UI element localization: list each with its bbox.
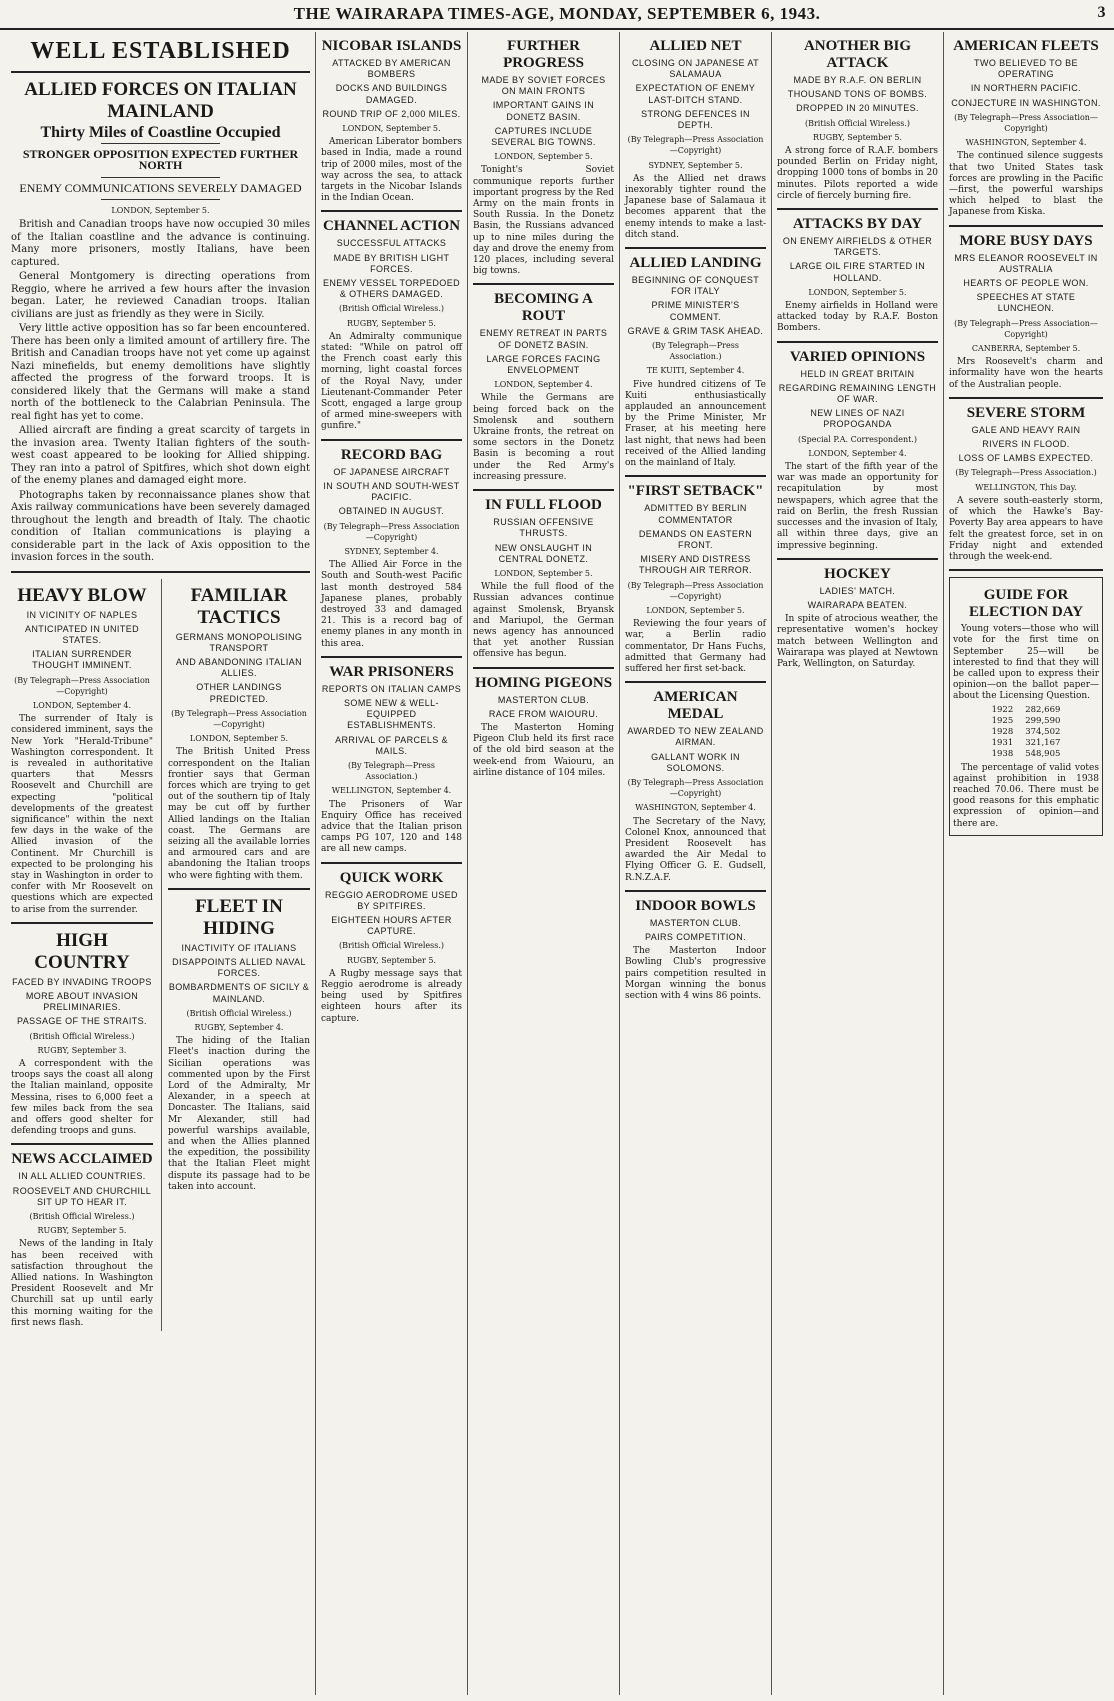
credit: (By Telegraph—Press Association—Copyright)	[171, 708, 307, 729]
headline: ALLIED LANDING	[629, 255, 762, 272]
subhead: MADE BY R.A.F. ON BERLIN	[793, 75, 922, 85]
paragraph: The Secretary of the Navy, Colonel Knox, announced that President Roosevelt has awarded the Air Medal to Flying Officer G. E. Gudsell, R.N.Z.A.F.	[625, 816, 766, 883]
divider	[11, 922, 153, 924]
subhead: GALE AND HEAVY RAIN	[971, 424, 1081, 435]
subhead: REGARDING REMAINING LENGTH OF WAR.	[778, 382, 937, 405]
table-row	[986, 705, 1067, 716]
subhead: BEGINNING OF CONQUEST FOR ITALY	[631, 275, 760, 297]
subhead: MADE BY SOVIET FORCES ON MAIN FRONTS	[481, 75, 606, 97]
credit: (By Telegraph—Press Association—Copyright)	[14, 675, 150, 696]
headline: HIGH COUNTRY	[34, 929, 130, 973]
article-body	[953, 624, 1099, 702]
paragraph: A Rugby message says that Reggio aerodrome is already being used by Spitfires eighteen hours after its capture.	[321, 968, 462, 1024]
article-body	[168, 1036, 310, 1193]
article-body	[777, 614, 938, 670]
masthead	[0, 0, 1114, 30]
subhead: PASSAGE OF THE STRAITS.	[17, 1016, 147, 1027]
subhead: EIGHTEEN HOURS AFTER CAPTURE.	[331, 914, 452, 937]
paragraph: A strong force of R.A.F. bombers pounded Berlin on Friday night, dropping 1000 tons of bombs in 20 minutes. Pilots reported a wide circle of fiercely burning fire.	[777, 146, 938, 201]
headline: HOCKEY	[824, 565, 891, 582]
divider	[321, 862, 462, 864]
paragraph: A correspondent with the troops says the coast all along the Italian mainland, opposite Messina, rises to 6,000 feet a few miles back from the sea and offers good shelter for defending troops and guns.	[11, 1059, 153, 1137]
table-cell: 1931	[991, 738, 1014, 749]
headline: FURTHER PROGRESS	[503, 38, 584, 71]
table-row	[986, 749, 1067, 760]
table-cell: 1925	[991, 715, 1014, 726]
subhead: ROUND TRIP OF 2,000 MILES.	[322, 108, 461, 119]
headline: SEVERE STORM	[966, 404, 1086, 421]
subhead: AWARDED TO NEW ZEALAND AIRMAN.	[627, 726, 764, 748]
subhead: RACE FROM WAIOURU.	[488, 708, 599, 719]
headline: ANOTHER BIG ATTACK	[803, 38, 912, 71]
article-body	[777, 462, 938, 552]
divider	[168, 888, 310, 890]
divider	[321, 656, 462, 658]
divider	[473, 489, 614, 491]
divider	[11, 1143, 153, 1145]
subhead: ITALIAN SURRENDER THOUGHT IMMINENT.	[32, 649, 132, 671]
subhead: IN ALL ALLIED COUNTRIES.	[18, 1171, 146, 1182]
paragraph: While the Germans are being forced back on the Smolensk and southern Ukraine fronts, the retreat on some sectors in the Donetz Basin is becoming a rout under the Red Army's increasing pressure.	[473, 393, 614, 482]
lead-dateline: LONDON, September 5.	[111, 205, 210, 215]
headline: WAR PRISONERS	[329, 663, 454, 680]
paragraph: The start of the fifth year of the war was made an opportunity for recapitulation by most newspapers, which agree that the raid on Berlin, the fresh Russian successes and the invasion of Italy, all within three days, give an impressive beginning.	[777, 462, 938, 551]
paragraph: The surrender of Italy is considered imminent, says the New York "Herald-Tribune" Washington correspondent. It is revealed in authoritative quarters that Messrs Roosevelt and Churchill are expecting "political developments of the greatest significance" within the next few days in the wake of the Allied invasion of the Continent. Mr Churchill is expected to be prolonging his stay in Washington in order to confer with Mr Roosevelt on questions which are expected to arise from the surrender.	[11, 714, 153, 915]
article-body	[321, 137, 462, 204]
subhead: REGGIO AERODROME USED BY SPITFIRES.	[325, 889, 458, 911]
paragraph: An Admiralty communique stated: "While on patrol off the French coast early this morning, light coastal forces of the Royal Navy, under Lieutenant-Commander Peter Scott, engaged a large group of armed mine-sweepers with gunfire."	[321, 331, 462, 432]
article-body	[11, 1239, 153, 1329]
subhead: INACTIVITY OF ITALIANS	[181, 942, 297, 953]
subhead: LARGE OIL FIRE STARTED IN HOLLAND.	[789, 261, 926, 283]
divider	[949, 397, 1103, 399]
dateline: SYDNEY, September 5.	[648, 160, 743, 170]
dateline: WELLINGTON, September 4.	[331, 786, 452, 796]
article-body	[625, 817, 766, 884]
subhead: ADMITTED BY BERLIN COMMENTATOR	[644, 503, 747, 525]
headline: FAMILIAR TACTICS	[190, 584, 288, 628]
paragraph: As the Allied net draws inexorably tighter round the Japanese base of Salamaua it becomes apparent that the enemy intends to make a last-ditch stand.	[625, 173, 766, 240]
credit: (British Official Wireless.)	[29, 1031, 135, 1041]
credit: (By Telegraph—Press Association.)	[652, 341, 739, 362]
subhead: DEMANDS ON EASTERN FRONT.	[638, 528, 753, 550]
article-body	[777, 146, 938, 202]
divider	[777, 558, 938, 560]
article-body	[321, 332, 462, 433]
subhead: LARGE FORCES FACING ENVELOPMENT	[486, 353, 601, 376]
dateline: RUGBY, September 5.	[347, 318, 436, 328]
article-body	[473, 582, 614, 660]
dateline: RUGBY, September 5.	[813, 132, 902, 142]
paragraph: American Liberator bombers based in India, made a round trip of 2000 miles, most of the way across the sea, to attack targets in the Nicobar Islands in the Indian Ocean.	[321, 137, 462, 204]
election-results-table	[986, 705, 1067, 761]
subhead: CAPTURES INCLUDE SEVERAL BIG TOWNS.	[491, 125, 596, 148]
subhead: HELD IN GREAT BRITAIN	[800, 368, 915, 379]
paragraph: The percentage of valid votes against prohibition in 1938 reached 70.06. There must be good reasons for this emphatic expression of opinion—and there are.	[953, 762, 1099, 829]
table-cell: 282,669	[1025, 704, 1061, 715]
subhead: IN NORTHERN PACIFIC.	[970, 83, 1082, 94]
headline: AMERICAN FLEETS	[953, 38, 1099, 54]
credit: (By Telegraph—Press Association—Copyright)	[627, 777, 764, 799]
subhead: TWO BELIEVED TO BE OPERATING	[974, 58, 1078, 80]
subhead: EXPECTATION OF ENEMY LAST-DITCH STAND.	[635, 83, 756, 105]
subhead: SOME NEW & WELL-EQUIPPED ESTABLISHMENTS.	[344, 697, 439, 731]
subhead: ANTICIPATED IN UNITED STATES.	[24, 623, 140, 645]
subhead: GALLANT WORK IN SOLOMONS.	[651, 751, 740, 773]
divider	[625, 681, 766, 683]
subhead: RUSSIAN OFFENSIVE THRUSTS.	[493, 517, 594, 539]
subhead: MADE BY BRITISH LIGHT FORCES.	[333, 252, 450, 274]
subhead: OTHER LANDINGS PREDICTED.	[196, 682, 282, 704]
headline: INDOOR BOWLS	[635, 897, 756, 914]
headline: RECORD BAG	[340, 446, 443, 463]
subhead: OF JAPANESE AIRCRAFT	[333, 466, 450, 477]
table-cell: 374,502	[1025, 726, 1061, 737]
paragraph: Young voters—those who will vote for the first time on September 25—will be interested to find that they will be called upon to express their opinion—on the ballot paper—about the Licensing Question.	[953, 624, 1099, 702]
paragraph: Mrs Roosevelt's charm and informality have won the hearts of the Australian people.	[949, 357, 1103, 390]
dateline: LONDON, September 5.	[494, 152, 593, 162]
subhead: AND ABANDONING ITALIAN ALLIES.	[175, 656, 303, 679]
subhead: CLOSING ON JAPANESE AT SALAMAUA	[632, 58, 759, 80]
divider	[473, 667, 614, 669]
article-body	[11, 1059, 153, 1137]
lead-paragraph: Allied aircraft are finding a great scarcity of targets in the invasion area. Twenty Italian fighters of the south-west coast appeared to be looking for Allied shipping. They ran into a patrol of Spitfires, which shot down eight of the enemy planes and damaged eight more.	[11, 425, 310, 487]
subhead: WAIRARAPA BEATEN.	[807, 599, 908, 610]
paragraph: A severe south-easterly storm, of which the Hawke's Bay-Poverty Bay area appears to have felt the greatest force, set in on Friday night and extended through the week-end.	[949, 495, 1103, 562]
subhead: ENEMY RETREAT IN PARTS OF DONETZ BASIN.	[479, 328, 608, 350]
divider	[777, 341, 938, 343]
dateline: SYDNEY, September 4.	[344, 546, 439, 556]
lead-body	[11, 219, 310, 565]
dateline: RUGBY, September 5.	[347, 955, 436, 965]
credit: (British Official Wireless.)	[29, 1212, 135, 1222]
paragraph: While the full flood of the Russian advances continue against Smolensk, Bryansk and Mariupol, the German news agency has announced that yet another Russian offensive has begun.	[473, 582, 614, 660]
subhead: BOMBARDMENTS OF SICILY & MAINLAND.	[168, 982, 310, 1004]
subhead: DISAPPOINTS ALLIED NAVAL FORCES.	[172, 956, 306, 979]
table-row	[986, 716, 1067, 727]
subhead: ARRIVAL OF PARCELS & MAILS.	[335, 734, 448, 756]
dateline: LONDON, September 5.	[342, 124, 441, 134]
subhead: STRONG DEFENCES IN DEPTH.	[641, 108, 750, 131]
lead-headline: ALLIED FORCES ON ITALIAN MAINLAND	[24, 79, 297, 122]
subhead: IN SOUTH AND SOUTH-WEST PACIFIC.	[323, 480, 460, 503]
article-body	[11, 714, 153, 916]
lead-paragraph: British and Canadian troops have now occupied 30 miles of the Italian coastline and the advance is continuing. Many more prisoners, mostly Italians, have been captured.	[11, 219, 310, 268]
article-body	[473, 393, 614, 483]
paragraph: The Prisoners of War Enquiry Office has received advice that the Italian prison camps PG 107, 120 and 148 are all new camps.	[321, 799, 462, 855]
divider	[11, 571, 310, 573]
subhead: ON ENEMY AIRFIELDS & OTHER TARGETS.	[782, 236, 933, 258]
page-number: 3	[1097, 4, 1106, 21]
credit: (By Telegraph—Press Association—Copyright)	[627, 135, 764, 156]
credit: (British Official Wireless.)	[338, 304, 445, 314]
paragraph: Enemy airfields in Holland were attacked today by R.A.F. Boston Bombers.	[777, 301, 938, 334]
paragraph: The Masterton Indoor Bowling Club's progressive pairs competition resulted in Morgan winning the bonus section with 4 wins 86 points.	[625, 946, 766, 1001]
headline: GUIDE FOR ELECTION DAY	[968, 587, 1084, 621]
subhead: DROPPED IN 20 MINUTES.	[796, 103, 919, 114]
masthead-title: THE WAIRARAPA TIMES-AGE, MONDAY, SEPTEMBER 6, 1943.	[293, 4, 821, 23]
subhead: LADIES' MATCH.	[819, 585, 896, 596]
article-body	[625, 619, 766, 675]
paragraph: Tonight's Soviet communique reports further important progress by the Red Army on the main fronts in South Russia. In the Donetz Basin, the Russians advanced up to nine miles during the day and drove the enemy from 120 places, including several big towns.	[473, 165, 614, 277]
table-cell: 1922	[991, 704, 1014, 715]
subhead: REPORTS ON ITALIAN CAMPS	[321, 683, 462, 694]
paragraph: In spite of atrocious weather, the representative women's hockey match between Wellington and Wairarapa was played at Newtown Park, Wellington, on Saturday.	[777, 614, 938, 669]
headline: QUICK WORK	[339, 869, 444, 886]
dateline: TE KUITI, September 4.	[646, 366, 745, 376]
divider	[321, 439, 462, 441]
dateline: LONDON, September 4.	[808, 448, 907, 458]
article-body	[625, 946, 766, 1002]
table-cell: 299,590	[1025, 715, 1061, 726]
dateline: LONDON, September 4.	[494, 380, 593, 390]
lead-paragraph: General Montgomery is directing operations from Reggio, where he arrived a few hours after the invasion began. Later, he reviewed Canadian troops. Italian civilians are just as friendly as they were in Sicily.	[11, 271, 310, 320]
article-body	[949, 357, 1103, 391]
subhead: ENEMY VESSEL TORPEDOED & OTHERS DAMAGED.	[322, 278, 460, 300]
credit: (Special P.A. Correspondent.)	[798, 434, 917, 444]
headline: ALLIED NET	[649, 38, 742, 54]
headline: BECOMING A ROUT	[494, 291, 593, 325]
divider	[625, 475, 766, 477]
divider	[473, 283, 614, 285]
article-body	[949, 151, 1103, 218]
credit: (By Telegraph—Press Association—Copyright)	[954, 318, 1098, 339]
column-6	[944, 32, 1108, 1695]
subhead: MORE ABOUT INVASION PRELIMINARIES.	[25, 991, 139, 1013]
subhead: CONJECTURE IN WASHINGTON.	[951, 97, 1101, 108]
subhead: MRS ELEANOR ROOSEVELT IN AUSTRALIA	[954, 252, 1098, 274]
dateline: WASHINGTON, September 4.	[965, 138, 1087, 148]
credit: (British Official Wireless.)	[804, 118, 911, 128]
subhead: HEARTS OF PEOPLE WON.	[963, 278, 1089, 289]
article-body	[321, 969, 462, 1025]
subhead: THOUSAND TONS OF BOMBS.	[787, 89, 928, 100]
article-body	[473, 723, 614, 779]
column-2	[316, 32, 468, 1695]
divider	[777, 208, 938, 210]
dateline: CANBERRA, September 5.	[971, 344, 1081, 354]
column-5	[772, 32, 944, 1695]
headline: NEWS ACCLAIMED	[11, 1151, 153, 1168]
dateline: LONDON, September 5.	[494, 568, 593, 578]
column-3	[468, 32, 620, 1695]
election-advert	[949, 577, 1103, 836]
subhead: PRIME MINISTER'S COMMENT.	[651, 300, 740, 322]
table-cell: 1928	[991, 726, 1014, 737]
credit: (By Telegraph—Press Association—Copyright)	[323, 521, 460, 542]
divider	[101, 177, 221, 178]
article-body	[777, 301, 938, 335]
divider	[949, 569, 1103, 571]
lead-subhead-3: ENEMY COMMUNICATIONS SEVERELY DAMAGED	[19, 180, 302, 195]
divider	[11, 71, 310, 73]
subhead: IMPORTANT GAINS IN DONETZ BASIN.	[492, 100, 595, 122]
subhead: RIVERS IN FLOOD.	[982, 439, 1070, 450]
credit: (By Telegraph—Press Association—Copyright)	[954, 112, 1098, 134]
dateline: RUGBY, September 4.	[194, 1023, 284, 1032]
divider	[625, 890, 766, 892]
headline: FLEET IN HIDING	[195, 895, 283, 939]
subhead: OBTAINED IN AUGUST.	[338, 506, 445, 517]
dateline: RUGBY, September 3.	[37, 1045, 127, 1055]
article-body	[625, 174, 766, 241]
subhead: DOCKS AND BUILDINGS DAMAGED.	[335, 83, 448, 105]
headline: AMERICAN MEDAL	[653, 689, 738, 723]
subhead: NEW ONSLAUGHT IN CENTRAL DONETZ.	[494, 542, 593, 564]
divider	[101, 143, 221, 144]
paragraph: The British United Press correspondent on the Italian frontier says that German forces which are trying to get out of the southern tip of Italy may be cut off by further Allied landings on the Italian coast. The Germans are seizing all the available lorries and armoured cars and are abandoning the Italian troops who were fighting with them.	[168, 747, 310, 881]
lead-paragraph: Very little active opposition has so far been encountered. There has been only a limited amount of artillery fire. The British and Canadian troops have not yet come up against Nazi minefields, but enemy demolitions have slightly affected the progress of the forward troops. It is considered likely that the Germans will make a stand north of the bottleneck to the Calabrian Peninsula. The real fight has yet to come.	[11, 323, 310, 422]
dateline: WELLINGTON, This Day.	[975, 482, 1077, 492]
subhead: LOSS OF LAMBS EXPECTED.	[958, 453, 1094, 464]
headline: "FIRST SETBACK"	[627, 483, 764, 500]
article-body	[168, 747, 310, 881]
column-lead	[6, 32, 316, 1695]
table-cell: 1938	[991, 749, 1014, 760]
paragraph: News of the landing in Italy has been received with satisfaction throughout the Allied nations. In Washington President Roosevelt and Mr Churchill sat up until early this morning waiting for the first news flash.	[11, 1239, 153, 1328]
article-body	[321, 560, 462, 650]
dateline: LONDON, September 5.	[646, 605, 745, 615]
article-body	[949, 496, 1103, 563]
article-familiar-tactics	[161, 579, 310, 1332]
subhead: FACED BY INVADING TROOPS	[12, 976, 152, 987]
credit: (British Official Wireless.)	[338, 941, 445, 951]
lead-subhead: Thirty Miles of Coastline Occupied	[40, 124, 281, 141]
subhead: MASTERTON CLUB.	[497, 694, 590, 705]
lead-subhead-2: STRONGER OPPOSITION EXPECTED FURTHER NORTH	[22, 147, 299, 173]
article-body	[953, 763, 1099, 830]
table-row	[986, 727, 1067, 738]
paragraph: The Allied Air Force in the South and South-west Pacific last month destroyed 584 Japanese planes, probably destroyed 33 and damaged 21. This is a record bag of enemy planes in any month in this area.	[321, 560, 462, 649]
column-4	[620, 32, 772, 1695]
subhead: MASTERTON CLUB.	[649, 917, 742, 928]
credit: (By Telegraph—Press Association—Copyright)	[627, 580, 764, 601]
dateline: LONDON, September 5.	[189, 734, 289, 744]
lead-kicker: WELL ESTABLISHED	[30, 38, 291, 64]
table-cell: 548,905	[1025, 749, 1061, 760]
paragraph: The continued silence suggests that two United States task forces are prowling in the Pacific—first, the powerful warships which helped to blast the Japanese from Kiska.	[949, 151, 1103, 218]
credit: (British Official Wireless.)	[186, 1008, 292, 1018]
article-body	[321, 800, 462, 856]
subhead: PAIRS COMPETITION.	[644, 931, 747, 942]
dateline: LONDON, September 4.	[32, 700, 132, 710]
paragraph: The hiding of the Italian Fleet's inaction during the Sicilian operations was commented upon by the First Lord of the Admiralty, Mr Alexander, in a speech at Doncaster. The Italians, said Mr Alexander, still had powerful warships available, and when the Allies planned the expedition, the possibility that the Italian Fleet might dispute its passage had to be taken into account.	[168, 1036, 310, 1192]
table-row	[986, 738, 1067, 749]
subhead: NEW LINES OF NAZI PROPOGANDA	[810, 408, 905, 430]
divider	[625, 247, 766, 249]
credit: (By Telegraph—Press Association.)	[348, 760, 435, 782]
paragraph: Five hundred citizens of Te Kuiti enthusiastically applauded an announcement by the Prime Minister, Mr Fraser, at his meeting here last night, that news had been received of the Allied landing on the mainland of Italy.	[625, 379, 766, 469]
paragraph: Reviewing the four years of war, a Berlin radio commentator, Dr Hans Fuchs, admitted that Germany had suffered her first set-back.	[625, 619, 766, 674]
credit: (By Telegraph—Press Association.)	[955, 468, 1097, 478]
headline: HOMING PIGEONS	[474, 674, 613, 691]
headline: ATTACKS BY DAY	[792, 216, 923, 233]
dateline: RUGBY, September 5.	[37, 1226, 127, 1236]
subhead: MISERY AND DISTRESS THROUGH AIR TERROR.	[639, 554, 752, 576]
subhead: GERMANS MONOPOLISING TRANSPORT	[175, 631, 303, 653]
columns	[6, 32, 1108, 1695]
dateline: LONDON, September 5.	[808, 287, 907, 297]
paragraph: The Masterton Homing Pigeon Club held its first race of the old bird season at the week-end from Waiouru, an airline distance of 104 miles.	[473, 722, 614, 778]
article-body	[473, 165, 614, 277]
subhead: SUCCESSFUL ATTACKS	[336, 238, 447, 249]
lead-paragraph: Photographs taken by reconnaissance planes show that Axis railway communications have been severely damaged throughout the length and breadth of Italy. The chaotic condition of Italian communications is playing a considerable part in the lack of Axis opposition to the invasion forces in the south.	[11, 489, 310, 564]
headline: VARIED OPINIONS	[789, 348, 926, 365]
headline: IN FULL FLOOD	[485, 497, 602, 514]
headline: HEAVY BLOW	[17, 584, 147, 606]
dateline: WASHINGTON, September 4.	[635, 803, 756, 813]
headline: CHANNEL ACTION	[322, 218, 461, 235]
subhead: SPEECHES AT STATE LUNCHEON.	[976, 292, 1076, 314]
divider	[949, 225, 1103, 227]
headline: MORE BUSY DAYS	[959, 232, 1093, 249]
divider	[321, 210, 462, 212]
table-cell: 321,167	[1025, 738, 1061, 749]
subhead: ROOSEVELT AND CHURCHILL SIT UP TO HEAR IT.	[12, 1185, 152, 1207]
article-body	[625, 380, 766, 470]
article-heavy-blow	[11, 579, 153, 1332]
headline: NICOBAR ISLANDS	[321, 38, 462, 54]
subhead: IN VICINITY OF NAPLES	[26, 609, 138, 620]
divider	[101, 199, 221, 200]
subhead: ATTACKED BY AMERICAN BOMBERS	[332, 58, 451, 80]
subhead: GRAVE & GRIM TASK AHEAD.	[627, 325, 764, 336]
